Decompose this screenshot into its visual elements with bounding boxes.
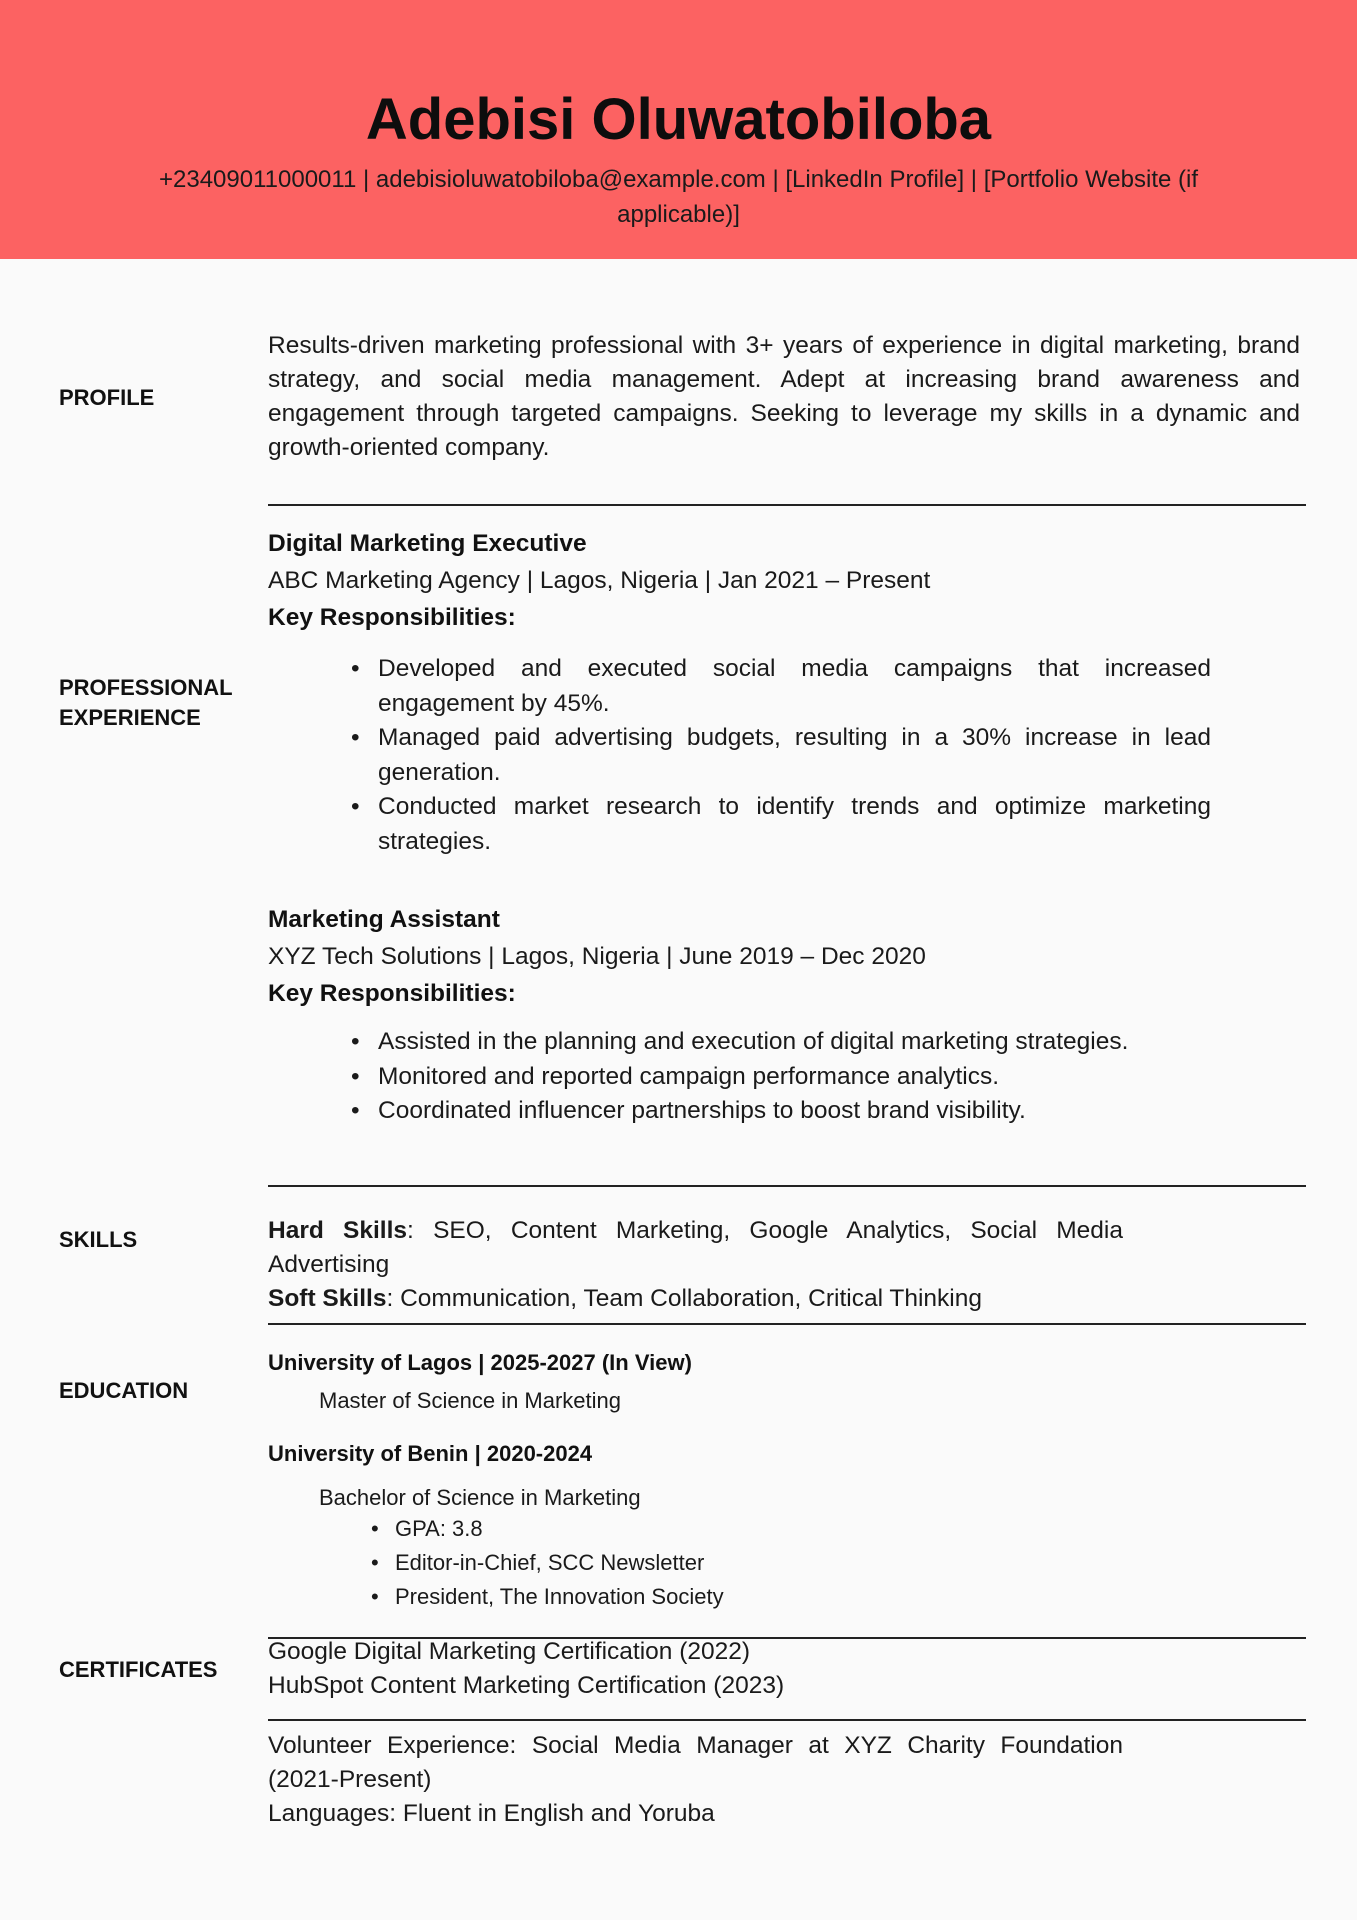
divider bbox=[268, 1323, 1306, 1325]
job-entry-2 bbox=[268, 903, 1268, 1011]
job-title: Marketing Assistant bbox=[268, 906, 500, 933]
list-item: • President, The Innovation Society bbox=[395, 1580, 995, 1614]
divider bbox=[268, 504, 1306, 506]
divider bbox=[268, 1185, 1306, 1187]
soft-skills-label: Soft Skills bbox=[268, 1285, 387, 1312]
experience-label-line1: PROFESSIONAL bbox=[59, 675, 233, 700]
certificate-item: Google Digital Marketing Certification (2022) bbox=[268, 1638, 751, 1665]
key-responsibilities-label: Key Responsibilities: bbox=[268, 980, 516, 1007]
list-item: • GPA: 3.8 bbox=[395, 1512, 995, 1546]
additional-info bbox=[268, 1729, 1123, 1831]
languages: Languages: Fluent in English and Yoruba bbox=[268, 1800, 715, 1827]
volunteer-experience: Volunteer Experience: Social Media Manager at XYZ Charity Foundation (2021-Present) bbox=[268, 1732, 1123, 1793]
hard-skills-value: : SEO, Content Marketing, Google Analytics, Social Media Advertising bbox=[268, 1217, 1124, 1278]
hard-skills-label: Hard Skills bbox=[268, 1217, 408, 1244]
list-item: • Coordinated influencer partnerships to boost brand visibility. bbox=[378, 1094, 1278, 1129]
key-responsibilities-label: Key Responsibilities: bbox=[268, 604, 516, 631]
profile-label: PROFILE bbox=[59, 385, 155, 410]
responsibilities-list-1 bbox=[378, 652, 1211, 859]
header-banner bbox=[0, 0, 1357, 259]
divider bbox=[268, 1719, 1306, 1721]
certificate-item: HubSpot Content Marketing Certification (2023) bbox=[268, 1672, 785, 1699]
skills-block bbox=[268, 1214, 1123, 1316]
candidate-name: Adebisi Oluwatobiloba bbox=[365, 87, 992, 152]
education-degree: Bachelor of Science in Marketing bbox=[319, 1485, 641, 1510]
certificates-label: CERTIFICATES bbox=[59, 1657, 218, 1682]
list-item: • Monitored and reported campaign performance analytics. bbox=[378, 1060, 1278, 1095]
job-meta: ABC Marketing Agency | Lagos, Nigeria | Jan 2021 – Present bbox=[268, 567, 931, 594]
responsibilities-list-2 bbox=[378, 1025, 1278, 1129]
list-item: • Conducted market research to identify trends and optimize marketing strategies. bbox=[378, 790, 1211, 859]
education-details-list bbox=[395, 1512, 995, 1614]
education-degree: Master of Science in Marketing bbox=[319, 1388, 622, 1413]
experience-label bbox=[59, 673, 233, 733]
skills-label: SKILLS bbox=[59, 1227, 138, 1252]
experience-label-line2: EXPERIENCE bbox=[59, 705, 201, 730]
profile-text: Results-driven marketing professional with 3+ years of experience in digital marketing, brand strategy, and social media management. Adept at increasing brand awareness and engagement through targeted campaigns. Seeking to leverage my skills in a dynamic and growth-oriented company. bbox=[268, 332, 1300, 461]
soft-skills-value: : Communication, Team Collaboration, Critical Thinking bbox=[386, 1285, 982, 1312]
contact-line: +23409011000011 | adebisioluwatobiloba@example.com | [LinkedIn Profile] | [Portfolio Website (if applicable)] bbox=[158, 166, 1199, 228]
certificates-list bbox=[268, 1635, 1268, 1703]
list-item: • Managed paid advertising budgets, resulting in a 30% increase in lead generation. bbox=[378, 721, 1211, 790]
list-item: • Editor-in-Chief, SCC Newsletter bbox=[395, 1546, 995, 1580]
list-item: • Developed and executed social media campaigns that increased engagement by 45%. bbox=[378, 652, 1211, 721]
education-heading: University of Benin | 2020-2024 bbox=[268, 1441, 593, 1466]
list-item: • Assisted in the planning and execution of digital marketing strategies. bbox=[378, 1025, 1278, 1060]
soft-skills bbox=[268, 1282, 1123, 1316]
education-heading: University of Lagos | 2025-2027 (In View) bbox=[268, 1350, 692, 1375]
job-title: Digital Marketing Executive bbox=[268, 530, 587, 557]
job-entry-1 bbox=[268, 527, 1268, 635]
job-meta: XYZ Tech Solutions | Lagos, Nigeria | June 2019 – Dec 2020 bbox=[268, 943, 926, 970]
hard-skills bbox=[268, 1214, 1123, 1282]
education-label: EDUCATION bbox=[59, 1378, 189, 1403]
